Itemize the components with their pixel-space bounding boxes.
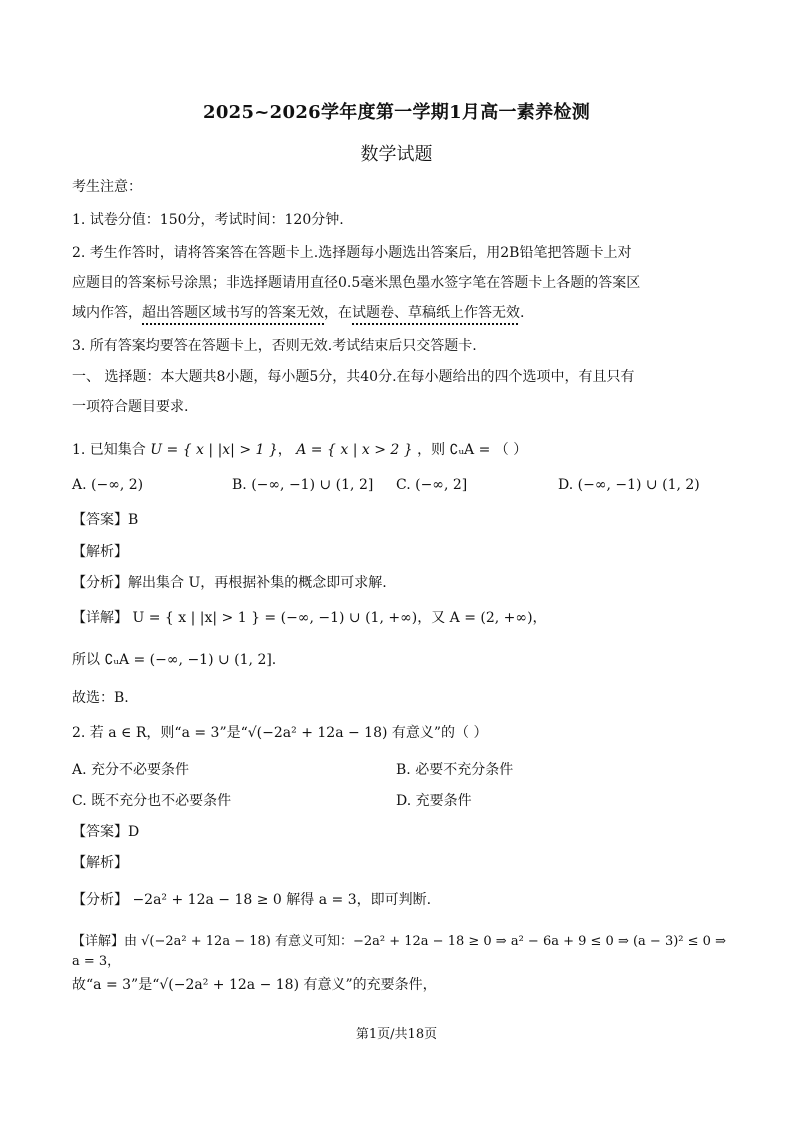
q1-option-d: D. (−∞, −1) ∪ (1, 2) <box>558 477 700 493</box>
q1-choice: 故选：B. <box>72 690 129 706</box>
q2-analysis-heading: 【解析】 <box>72 855 128 871</box>
q1-stem-pre: 1. 已知集合 <box>72 442 146 458</box>
q1-set-u: U = { x | |x| > 1 } <box>150 442 278 458</box>
q1-detail: 【详解】 U = { x | |x| > 1 } = (−∞, −1) ∪ (1, +∞)，又 A = (2, +∞)， <box>72 610 547 626</box>
q2-option-a: A. 充分不必要条件 <box>72 762 190 778</box>
q2-answer: 【答案】D <box>72 824 140 840</box>
q1-option-c: C. (−∞, 2] <box>396 477 468 493</box>
notice-item-1: 1. 试卷分值：150分，考试时间：120分钟. <box>72 212 344 228</box>
q2-option-d: D. 充要条件 <box>396 793 472 809</box>
q2-option-c: C. 既不充分也不必要条件 <box>72 793 232 809</box>
q1-conclusion: 所以 ∁ᵤA = (−∞, −1) ∪ (1, 2]. <box>72 652 277 668</box>
notice-item-2-line-2: 应题目的答案标号涂黑；非选择题请用直径0.5毫米黑色墨水签字笔在答题卡上各题的答案区 <box>72 275 641 291</box>
section-heading-line-2: 一项符合题目要求. <box>72 399 189 415</box>
q2-detail: 【详解】由 √(−2a² + 12a − 18) 有意义可知：−2a² + 12a − 18 ≥ 0 ⇒ a² − 6a + 9 ≤ 0 ⇒ (a − 3)² ≤ 0 ⇒ a = 3， <box>72 934 726 969</box>
page-footer: 第1页/共18页 <box>355 1027 438 1042</box>
q1-set-a: A = { x | x > 2 } <box>296 442 413 458</box>
emphasis-text: 试题卷、草稿纸上作答无效 <box>352 305 520 321</box>
notice-text: 域内作答， <box>72 305 142 321</box>
notice-heading: 考生注意： <box>72 179 142 195</box>
q1-option-b: B. (−∞, −1) ∪ (1, 2] <box>232 477 374 493</box>
q1-analysis-heading: 【解析】 <box>72 544 128 560</box>
q1-analysis: 【分析】解出集合 U，再根据补集的概念即可求解. <box>72 575 387 591</box>
notice-text: ，在 <box>324 305 352 321</box>
notice-text: . <box>520 305 525 321</box>
q2-analysis: 【分析】 −2a² + 12a − 18 ≥ 0 解得 a = 3，即可判断. <box>72 892 432 908</box>
q1-stem: 1. 已知集合 U = { x | |x| > 1 }， A = { x | x > 2 } ，则 ∁ᵤA = （ ） <box>72 442 528 458</box>
exam-title: 2025~2026学年度第一学期1月高一素养检测 <box>203 102 590 123</box>
notice-item-3: 3. 所有答案均要答在答题卡上，否则无效.考试结束后只交答题卡. <box>72 338 477 354</box>
q1-option-a: A. (−∞, 2) <box>72 477 144 493</box>
q1-stem-post: ，则 ∁ᵤA = （ ） <box>417 442 528 458</box>
section-heading-line-1: 一、 选择题：本大题共8小题，每小题5分，共40分.在每小题给出的四个选项中，有且只有 <box>72 369 635 385</box>
notice-item-2-line-1: 2. 考生作答时，请将答案答在答题卡上.选择题每小题选出答案后，用2B铅笔把答题卡上对 <box>72 245 632 261</box>
q2-conclusion: 故“a = 3”是“√(−2a² + 12a − 18) 有意义”的充要条件， <box>72 977 437 993</box>
exam-subtitle: 数学试题 <box>360 144 433 165</box>
notice-item-2-line-3 <box>72 303 722 323</box>
q2-stem: 2. 若 a ∈ R，则“a = 3”是“√(−2a² + 12a − 18) 有意义”的（ ） <box>72 725 488 741</box>
emphasis-text: 超出答题区域书写的答案无效 <box>142 305 324 321</box>
q1-answer: 【答案】B <box>72 512 139 528</box>
q2-option-b: B. 必要不充分条件 <box>396 762 514 778</box>
